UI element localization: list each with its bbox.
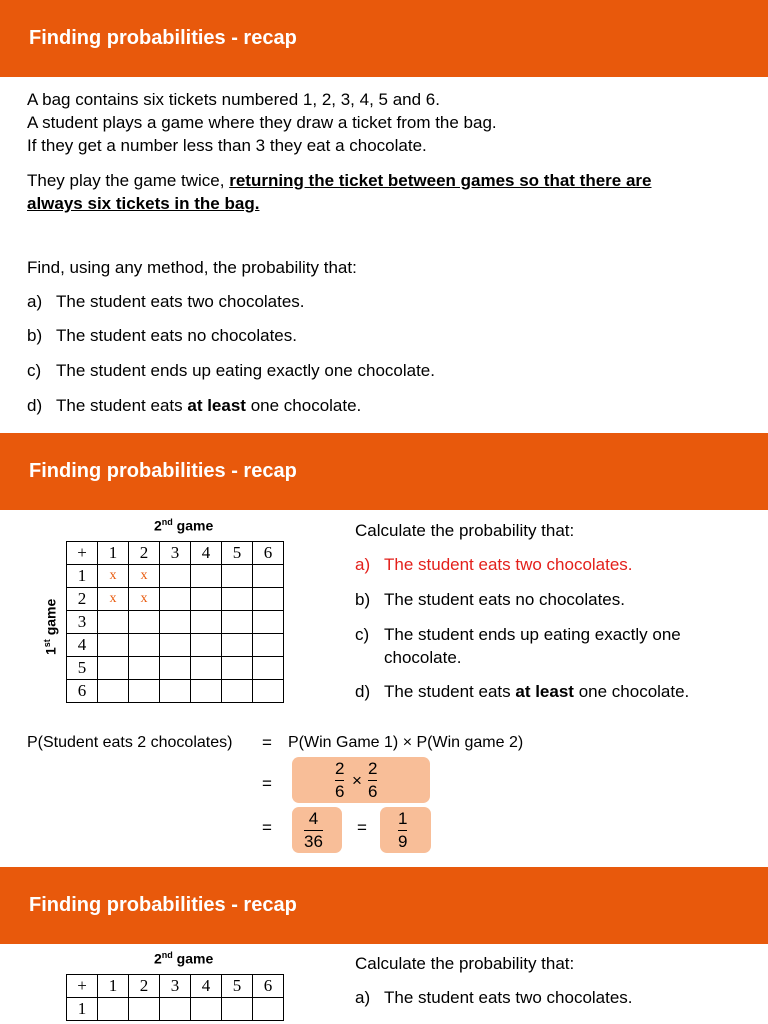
grid-cell — [222, 588, 253, 611]
question-d-pre: The student eats — [56, 396, 188, 415]
calc-title: Calculate the probability that: — [355, 521, 575, 540]
grid-row — [67, 657, 284, 680]
grid-row-header: 6 — [67, 680, 98, 703]
grid-cell — [98, 611, 129, 634]
sample-space-grid — [66, 541, 284, 703]
grid-row-header: 1 — [67, 998, 98, 1021]
question-a-label: a) — [355, 988, 371, 1007]
grid-cell — [160, 657, 191, 680]
grid-cell — [253, 565, 284, 588]
grid-row — [67, 680, 284, 703]
grid-cell — [160, 634, 191, 657]
grid-col-header: 3 — [160, 975, 191, 998]
grid-cell — [191, 998, 222, 1021]
grid-col-header: 1 — [98, 542, 129, 565]
question-d-post: one chocolate. — [245, 396, 362, 415]
question-c-label: c) — [355, 625, 370, 644]
question-c: The student ends up eating exactly one — [384, 625, 681, 644]
grid-col-header: 1 — [98, 975, 129, 998]
question-a-label: a) — [355, 555, 371, 574]
question-d — [384, 680, 689, 703]
grid-cell — [160, 588, 191, 611]
grid-cell — [222, 611, 253, 634]
question-a-label: a) — [27, 292, 43, 311]
grid-row — [67, 998, 284, 1021]
grid-cell — [98, 680, 129, 703]
equals-sign: = — [262, 774, 272, 793]
fraction-4-36: 4 36 — [304, 809, 323, 851]
intro-line-2: A student plays a game where they draw a ticket from the bag. — [27, 113, 497, 132]
question-b-label: b) — [355, 590, 371, 609]
question-b: The student eats no chocolates. — [56, 326, 297, 345]
slide-1 — [0, 0, 768, 432]
question-a: The student eats two chocolates. — [384, 555, 633, 574]
fraction-1-9: 1 9 — [398, 809, 408, 851]
calc-lhs: P(Student eats 2 chocolates) — [27, 734, 233, 751]
grid-cell — [160, 611, 191, 634]
grid-row — [67, 611, 284, 634]
slide-title: Finding probabilities - recap — [29, 894, 297, 916]
grid-col-header: 4 — [191, 975, 222, 998]
grid-col-header: 5 — [222, 542, 253, 565]
question-a: The student eats two chocolates. — [384, 988, 633, 1007]
grid-cell — [191, 611, 222, 634]
grid-row-header: 1 — [67, 565, 98, 588]
find-instruction: Find, using any method, the probability that: — [27, 258, 357, 277]
grid-cell: x — [98, 588, 129, 611]
grid-cell — [222, 634, 253, 657]
intro-line-3: If they get a number less than 3 they eat a chocolate. — [27, 136, 427, 155]
grid-col-header: 6 — [253, 542, 284, 565]
grid-cell — [222, 565, 253, 588]
play-emphasis-2: always six tickets in the bag. — [27, 194, 260, 213]
grid-cell — [160, 998, 191, 1021]
grid-cell — [129, 634, 160, 657]
question-a: The student eats two chocolates. — [56, 292, 305, 311]
grid-col-header: 2 — [129, 542, 160, 565]
grid-cell — [129, 680, 160, 703]
grid-row-header: 2 — [67, 588, 98, 611]
play-emphasis-1: returning the ticket between games so that there are — [229, 171, 652, 190]
grid-cell: x — [129, 565, 160, 588]
second-game-label: 2nd game — [154, 950, 214, 967]
calc-rhs: P(Win Game 1) × P(Win game 2) — [288, 734, 524, 751]
play-paragraph — [27, 169, 652, 192]
grid-row — [67, 565, 284, 588]
grid-cell — [191, 634, 222, 657]
grid-cell — [98, 998, 129, 1021]
sample-space-grid — [66, 974, 284, 1021]
grid-cell — [191, 565, 222, 588]
grid-col-header: 4 — [191, 542, 222, 565]
grid-cell — [160, 565, 191, 588]
question-c-cont: chocolate. — [384, 648, 462, 667]
grid-cell — [98, 634, 129, 657]
grid-cell — [129, 611, 160, 634]
grid-corner: + — [67, 975, 98, 998]
times-sign: × — [352, 771, 362, 790]
equals-sign: = — [357, 818, 367, 837]
question-d-label: d) — [27, 396, 43, 415]
grid-cell — [191, 680, 222, 703]
equals-sign: = — [262, 733, 272, 752]
question-c: The student ends up eating exactly one chocolate. — [56, 361, 435, 380]
grid-cell — [129, 657, 160, 680]
equals-sign: = — [262, 818, 272, 837]
grid-cell: x — [98, 565, 129, 588]
intro-line-1: A bag contains six tickets numbered 1, 2, 3, 4, 5 and 6. — [27, 90, 440, 109]
fraction-2-6: 2 6 — [368, 759, 378, 801]
first-game-label: 1st game — [42, 598, 59, 655]
grid-row-header: 3 — [67, 611, 98, 634]
grid-cell — [253, 634, 284, 657]
grid-cell — [253, 680, 284, 703]
play-text: They play the game twice, — [27, 171, 230, 190]
grid-cell — [191, 657, 222, 680]
slide-title: Finding probabilities - recap — [29, 460, 297, 482]
grid-cell — [222, 680, 253, 703]
slide-3 — [0, 867, 768, 1024]
grid-row-header: 4 — [67, 634, 98, 657]
grid-cell — [222, 998, 253, 1021]
grid-corner: + — [67, 542, 98, 565]
grid-header-row — [67, 975, 284, 998]
grid-cell: x — [129, 588, 160, 611]
slide-title: Finding probabilities - recap — [29, 27, 297, 49]
grid-cell — [191, 588, 222, 611]
grid-row — [67, 588, 284, 611]
question-d-post: one chocolate. — [573, 682, 690, 701]
second-game-label: 2nd game — [154, 517, 214, 534]
question-d-bold: at least — [187, 396, 246, 415]
grid-header-row — [67, 542, 284, 565]
grid-col-header: 5 — [222, 975, 253, 998]
grid-col-header: 6 — [253, 975, 284, 998]
question-b: The student eats no chocolates. — [384, 590, 625, 609]
grid-cell — [129, 998, 160, 1021]
slide-2 — [0, 433, 768, 865]
fraction-2-6: 2 6 — [335, 759, 345, 801]
grid-col-header: 2 — [129, 975, 160, 998]
grid-cell — [160, 680, 191, 703]
grid-cell — [253, 998, 284, 1021]
grid-row-header: 5 — [67, 657, 98, 680]
calc-title: Calculate the probability that: — [355, 954, 575, 973]
question-d-pre: The student eats — [384, 682, 516, 701]
question-d-bold: at least — [515, 682, 574, 701]
question-d-label: d) — [355, 682, 371, 701]
grid-col-header: 3 — [160, 542, 191, 565]
grid-cell — [253, 657, 284, 680]
grid-cell — [98, 657, 129, 680]
question-c-label: c) — [27, 361, 42, 380]
grid-cell — [222, 657, 253, 680]
question-d — [56, 394, 361, 417]
question-b-label: b) — [27, 326, 43, 345]
grid-cell — [253, 588, 284, 611]
grid-row — [67, 634, 284, 657]
grid-cell — [253, 611, 284, 634]
